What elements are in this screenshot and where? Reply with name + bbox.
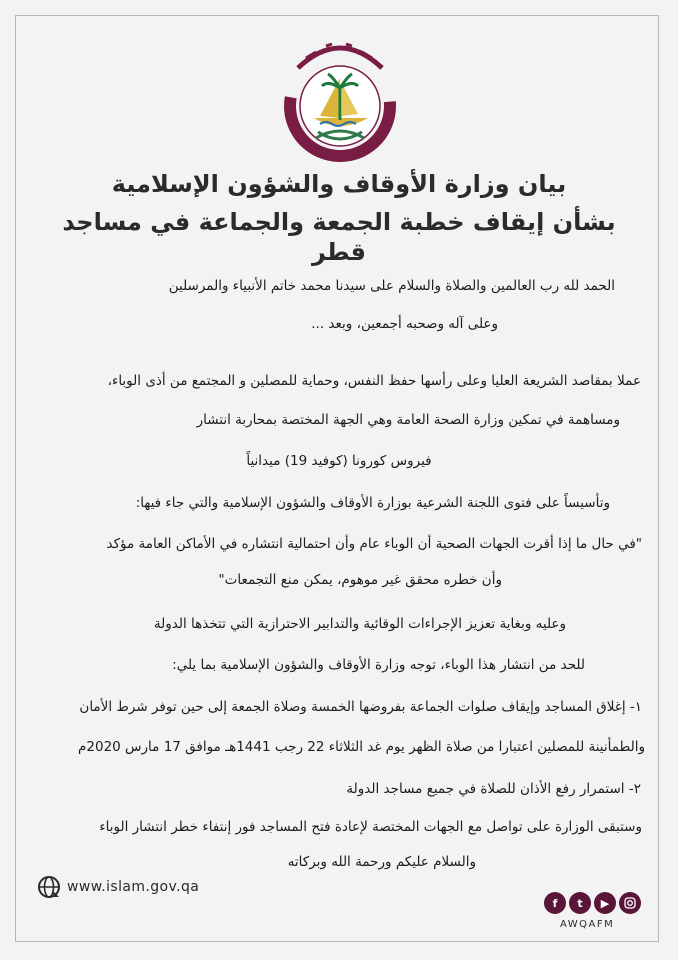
body-line-5: فيروس كورونا (كوفيد 19) ميدانياً bbox=[246, 453, 432, 469]
decision-2: ٢- استمرار رفع الأذان للصلاة في جميع مساجد الدولة bbox=[346, 781, 641, 797]
body-line-1: الحمد لله رب العالمين والصلاة والسلام على سيدنا محمد خاتم الأنبياء والمرسلين bbox=[168, 278, 615, 294]
instagram-icon[interactable] bbox=[619, 892, 641, 914]
facebook-icon[interactable]: f bbox=[544, 892, 566, 914]
closing-line-1: وستبقى الوزارة على تواصل مع الجهات المختصة لإعادة فتح المساجد فور إنتفاء خطر انتشار الوباء bbox=[99, 819, 642, 835]
qatar-emblem-icon bbox=[276, 28, 404, 168]
decision-1-line-2: والطمأنينة للمصلين اعتبارا من صلاة الظهر يوم غد الثلاثاء 22 رجب 1441هـ موافق 17 مارس 2020م bbox=[78, 739, 645, 755]
youtube-icon[interactable]: ▶ bbox=[594, 892, 616, 914]
social-icons bbox=[544, 892, 641, 914]
body-line-2: وعلى آله وصحبه أجمعين، وبعد ... bbox=[311, 316, 498, 332]
footer-website[interactable] bbox=[37, 875, 199, 899]
closing-salutation: والسلام عليكم ورحمة الله وبركاته bbox=[287, 854, 476, 870]
statement-subtitle: بشأن إيقاف خطبة الجمعة والجماعة في مساجد قطر bbox=[62, 208, 616, 266]
website-url[interactable]: www.islam.gov.qa bbox=[67, 879, 200, 895]
body-line-8: للحد من انتشار هذا الوباء، توجه وزارة الأوقاف والشؤون الإسلامية بما يلي: bbox=[172, 657, 585, 673]
statement-title: بيان وزارة الأوقاف والشؤون الإسلامية bbox=[111, 170, 567, 198]
social-handle: AWQAFM bbox=[560, 919, 615, 930]
quote-line-1: "في حال ما إذا أقرت الجهات الصحية أن الوباء عام وأن احتمالية انتشاره في الأماكن العامة مؤكد bbox=[106, 536, 642, 552]
body-line-6: وتأسيساً على فتوى اللجنة الشرعية بوزارة الأوقاف والشؤون الإسلامية والتي جاء فيها: bbox=[135, 495, 610, 511]
twitter-icon[interactable]: t bbox=[569, 892, 591, 914]
decision-1-line-1: ١- إغلاق المساجد وإيقاف صلوات الجماعة بفروضها الخمسة وصلاة الجمعة إلى حين توفر شرط الأمان bbox=[79, 699, 642, 715]
body-line-7: وعليه وبغاية تعزيز الإجراءات الوقائية والتدابير الاحترازية التي تتخذها الدولة bbox=[153, 616, 566, 632]
body-line-3: عملا بمقاصد الشريعة العليا وعلى رأسها حفظ النفس، وحماية للمصلين و المجتمع من أذى الوباء، bbox=[107, 373, 641, 389]
body-line-4: ومساهمة في تمكين وزارة الصحة العامة وهي الجهة المختصة بمحاربة انتشار bbox=[196, 412, 620, 428]
globe-icon bbox=[37, 875, 61, 899]
quote-line-2: وأن خطره محقق غير موهوم، يمكن منع التجمعات" bbox=[218, 572, 502, 588]
